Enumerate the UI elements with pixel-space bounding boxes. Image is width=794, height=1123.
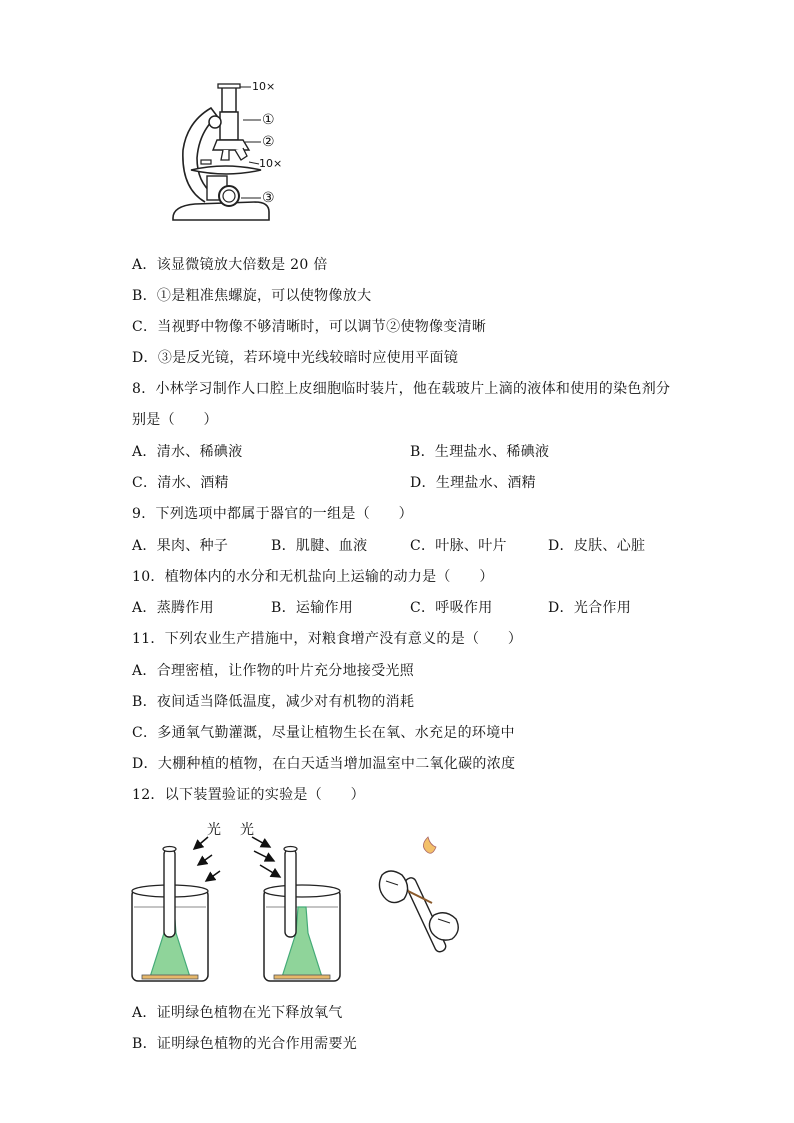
q8-option-c: C．清水、酒精 — [132, 475, 229, 491]
q8-option-b: B．生理盐水、稀碘液 — [410, 444, 550, 460]
q10-option-a: A．蒸腾作用 — [132, 600, 214, 616]
q10-stem: 10．植物体内的水分和无机盐向上运输的动力是（ ） — [132, 569, 494, 585]
q10-option-c: C．呼吸作用 — [410, 600, 493, 616]
q7-option-b: B．①是粗准焦螺旋，可以使物像放大 — [132, 288, 372, 304]
q10-option-b: B．运输作用 — [271, 600, 354, 616]
q8-option-d: D．生理盐水、酒精 — [410, 475, 536, 491]
q9-option-a: A．果肉、种子 — [132, 538, 229, 554]
q11-option-d: D．大棚种植的植物，在白天适当增加温室中二氧化碳的浓度 — [132, 756, 516, 772]
q12-option-a: A．证明绿色植物在光下释放氧气 — [132, 1005, 343, 1021]
q7-option-a: A．该显微镜放大倍数是 20 倍 — [132, 257, 328, 273]
microscope-figure — [165, 78, 295, 228]
q7-option-d: D．③是反光镜，若环境中光线较暗时应使用平面镜 — [132, 350, 459, 366]
q9-option-c: C．叶脉、叶片 — [410, 538, 507, 554]
objective-magnification-label: 10× — [259, 157, 283, 170]
q11-option-b: B．夜间适当降低温度，减少对有机物的消耗 — [132, 694, 415, 710]
q11-option-c: C．多通氧气勤灌溉，尽量让植物生长在氧、水充足的环境中 — [132, 725, 515, 741]
q12-stem: 12．以下装置验证的实验是（ ） — [132, 787, 365, 803]
q11-stem: 11．下列农业生产措施中，对粮食增产没有意义的是（ ） — [132, 631, 523, 647]
eyepiece-magnification-label: 10× — [252, 80, 276, 93]
light-label-2: 光 — [240, 822, 255, 838]
q12-option-b: B．证明绿色植物的光合作用需要光 — [132, 1036, 358, 1052]
q9-stem: 9．下列选项中都属于器官的一组是（ ） — [132, 506, 413, 522]
marker-1-label: ① — [262, 112, 275, 128]
q11-option-a: A．合理密植，让作物的叶片充分地接受光照 — [132, 663, 415, 679]
light-label-1: 光 — [207, 822, 222, 838]
q8-stem-line1: 8．小林学习制作人口腔上皮细胞临时装片，他在载玻片上滴的液体和使用的染色剂分 — [132, 381, 671, 397]
q9-option-d: D．皮肤、心脏 — [548, 538, 646, 554]
marker-2-label: ② — [262, 134, 275, 150]
experiment-figure — [120, 815, 500, 990]
q10-option-d: D．光合作用 — [548, 600, 632, 616]
q8-stem-line2: 别是（ ） — [132, 412, 218, 428]
q7-option-c: C．当视野中物像不够清晰时，可以调节②使物像变清晰 — [132, 319, 487, 335]
marker-3-label: ③ — [262, 190, 275, 206]
q9-option-b: B．肌腱、血液 — [271, 538, 368, 554]
q8-option-a: A．清水、稀碘液 — [132, 444, 243, 460]
